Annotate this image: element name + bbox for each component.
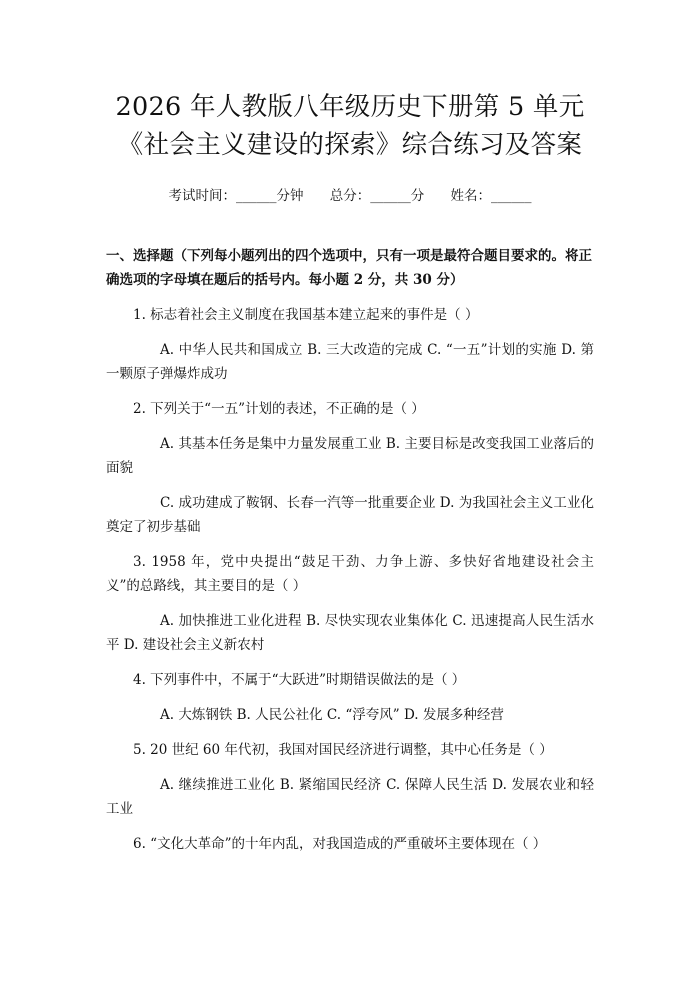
question-options: A. 中华人民共和国成立 B. 三大改造的完成 C. “一五”计划的实施 D. 第一颗原子弹爆炸成功: [106, 342, 594, 382]
exam-page: [0, 88, 700, 993]
question-options: A. 大炼钢铁 B. 人民公社化 C. “浮夸风” D. 发展多种经营: [160, 707, 504, 723]
question-options: A. 继续推进工业化 B. 紧缩国民经济 C. 保障人民生活 D. 发展农业和轻工业: [106, 777, 594, 817]
question-options: C. 成功建成了鞍钢、长春一汽等一批重要企业 D. 为我国社会主义工业化奠定了初步基础: [106, 495, 594, 535]
question-options: A. 加快推进工业化进程 B. 尽快实现农业集体化 C. 迅速提高人民生活水平 D. 建设社会主义新农村: [106, 613, 594, 653]
question-stem: 6. “文化大革命”的十年内乱，对我国造成的严重破坏主要体现在（ ）: [133, 836, 547, 852]
question-options: A. 其基本任务是集中力量发展重工业 B. 主要目标是改变我国工业落后的面貌: [106, 436, 594, 476]
student-name-field: 姓名：______: [450, 188, 532, 204]
question-stem: 4. 下列事件中，不属于“大跃进”时期错误做法的是（ ）: [133, 672, 466, 688]
question-stem: 3. 1958 年，党中央提出“鼓足干劲、力争上游、多快好省地建设社会主义”的总路线，其主要目的是（ ）: [106, 554, 594, 594]
exam-meta: [106, 186, 594, 206]
exam-time-field: 考试时间：______分钟: [168, 188, 304, 204]
section-heading: 一、选择题（下列每小题列出的四个选项中，只有一项是最符合题目要求的。将正确选项的字母填在题后的括号内。每小题 2 分，共 30 分）: [106, 248, 592, 288]
total-score-field: 总分：______分: [329, 188, 425, 204]
question-stem: 5. 20 世纪 60 年代初，我国对国民经济进行调整，其中心任务是（ ）: [133, 742, 553, 758]
question-stem: 1. 标志着社会主义制度在我国基本建立起来的事件是（ ）: [133, 307, 479, 323]
question-stem: 2. 下列关于“一五”计划的表述，不正确的是（ ）: [133, 401, 425, 417]
document-title: 2026 年人教版八年级历史下册第 5 单元《社会主义建设的探索》综合练习及答案: [115, 92, 585, 160]
